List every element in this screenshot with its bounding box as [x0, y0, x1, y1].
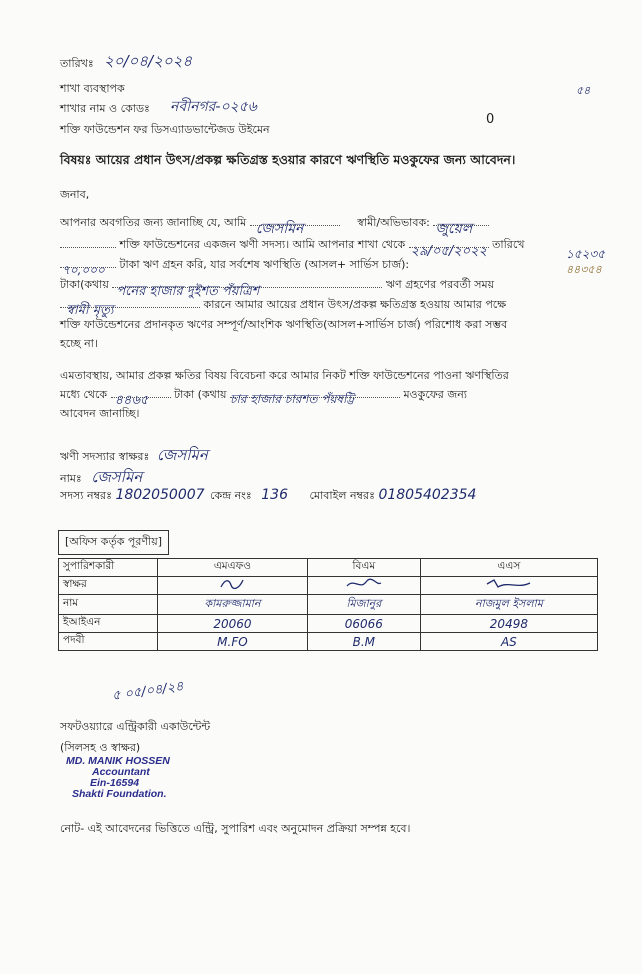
guardian-name: জুয়েল: [435, 221, 473, 237]
para1-line1: আপনার অবগতির জন্য জানাচ্ছি যে, আমি জেসমিন স্বামী/অভিভাবক: জুয়েল: [60, 214, 489, 233]
table-row: নাম কামরুজ্জামান মিজানুর নাজমুল ইসলাম: [59, 595, 598, 615]
zero-mark: 0: [486, 112, 495, 127]
loan-amount: ৭০,০০০: [62, 263, 105, 277]
table-row: ইআইএন 20060 06066 20498: [59, 615, 598, 633]
member-name: জেসমিন: [91, 468, 143, 486]
organization-name: শক্তি ফাউন্ডেশন ফর ডিসএ্যাডভান্টেজড উইমেন: [60, 123, 270, 136]
balance-value-2: ৪৪৩৫৪: [566, 263, 602, 276]
office-block-label: [অফিস কর্তৃক পূরণীয়]: [58, 530, 169, 555]
branch-label: শাখার নাম ও কোডঃ: [60, 102, 150, 115]
accountant-line1: সফটওয়্যারে এন্ট্রিকারী একাউন্টেন্ট: [60, 720, 211, 733]
para2-line3: আবেদন জানাচ্ছি।: [60, 407, 140, 420]
date-label: তারিখঃ: [60, 57, 94, 70]
date-value: ২০/০৪/২০২৪: [104, 52, 193, 70]
addressee-title: শাখা ব্যবস্থাপক: [60, 82, 125, 95]
para1-line2: শক্তি ফাউন্ডেশনের একজন ঋণী সদস্য। আমি আপনার শাখা থেকে ২৯/০৫/২০২২ তারিখে: [60, 236, 524, 255]
applicant-name: জেসমিন: [255, 221, 304, 237]
waiver-amount: ৪৪৬৫: [114, 393, 149, 408]
table-header: সুপারিশকারী: [59, 559, 158, 577]
loss-reason: স্বামী মৃত্যু: [66, 303, 114, 318]
table-row: স্বাক্ষর: [59, 577, 598, 595]
para1-line6: শক্তি ফাউন্ডেশনের প্রদানকৃত ঋণের সম্পূর্ণ/আংশিক ঋণস্থিতি(আসল+সার্ভিস চার্জ) পরিশোধ করা সম্ভব: [60, 318, 508, 331]
salutation: জনাব,: [60, 188, 90, 201]
center-number: 136: [261, 487, 288, 503]
balance-value: ১৫২৩৫: [566, 247, 605, 261]
table-row: পদবী M.FO B.M AS: [59, 633, 598, 651]
para1-line4: টাকা(কথায় পনের হাজার দুইশত পঁয়ত্রিশ ঋণ গ্রহণের পরবর্তী সময়: [60, 276, 494, 295]
waiver-words: চার হাজার চারশত পঁয়ষট্টি: [229, 392, 355, 406]
bm-signature: [307, 577, 420, 595]
member-name-row: নামঃ জেসমিন: [60, 468, 143, 486]
table-header-row: [59, 559, 598, 577]
para1-line5: স্বামী মৃত্যু কারনে আমার আয়ের প্রধান উৎস/প্রকল্প ক্ষতিগ্রস্ত হওয়ায় আমার পক্ষে: [60, 296, 506, 315]
accountant-line2: (সিলসহ ও স্বাক্ষর): [60, 741, 141, 754]
member-signature: জেসমিন: [156, 446, 208, 464]
loan-date: ২৯/০৫/২০২২: [410, 244, 488, 259]
para1-line3: ৭০,০০০ টাকা ঋণ গ্রহন করি, যার সর্বশেষ ঋণস্থিতি (আসল+ সার্ভিস চার্জ):: [60, 256, 409, 275]
table-header: এএস: [420, 559, 597, 577]
accountant-date: ৫ ০৫/০৪/২৪: [111, 679, 185, 704]
footnote: নোট- এই আবেদনের ভিত্তিতে এন্ট্রি, সুপারিশ এবং অনুমোদন প্রক্রিয়া সম্পন্ন হবে।: [60, 822, 411, 835]
para1-line7: হচ্ছে না।: [60, 337, 98, 350]
subject: বিষয়ঃ আয়ের প্রধান উৎস/প্রকল্প ক্ষতিগ্রস্ত হওয়ার কারণে ঋণস্থিতি মওকুফের জন্য আবেদন।: [60, 152, 516, 167]
branch-value: নবীনগর-০২৫৬: [170, 99, 257, 115]
member-number: 1802050007: [115, 487, 205, 503]
recommendation-table: [58, 558, 598, 651]
table-header: বিএম: [307, 559, 420, 577]
table-header: এমএফও: [158, 559, 308, 577]
mobile-number: 01805402354: [378, 487, 477, 503]
para2-line2: মধ্যে থেকে ৪৪৬৫ টাকা (কথায় চার হাজার চারশত পঁয়ষট্টি মওকুফের জন্য: [60, 386, 467, 405]
as-signature: [420, 577, 597, 595]
corner-mark: ৫৪: [576, 84, 591, 97]
para2-line1: এমতাবস্থায়, আমার প্রকল্প ক্ষতির বিষয় বিবেচনা করে আমার নিকট শক্তি ফাউন্ডেশনের পাওনা ঋণস্থিতির: [60, 369, 509, 382]
member-sign-row: ঋণী সদস্যার স্বাক্ষরঃ জেসমিন: [60, 446, 208, 464]
mfo-signature: [158, 577, 308, 595]
balance-words: পনের হাজার দুইশত পঁয়ত্রিশ: [116, 284, 260, 299]
member-number-row: সদস্য নম্বরঃ 1802050007 কেন্দ্র নংঃ 136 মোবাইল নম্বরঃ 01805402354: [60, 487, 477, 503]
accountant-stamp: MD. MANIK HOSSEN Accountant Ein-16594 Shakti Foundation.: [66, 755, 170, 800]
